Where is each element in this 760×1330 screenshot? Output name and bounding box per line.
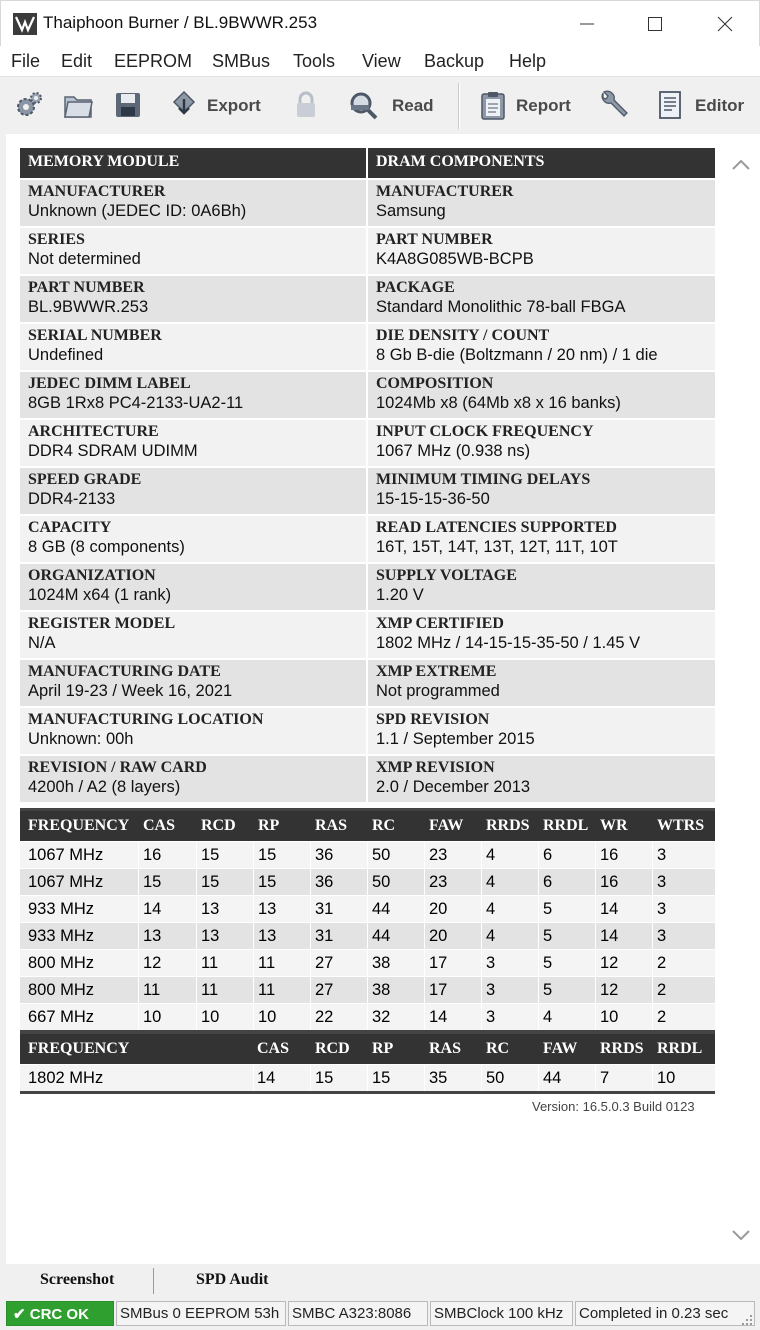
module-property-cell — [20, 372, 366, 418]
module-info-row — [20, 178, 715, 226]
column-header: RP — [258, 817, 280, 834]
table-cell: 2 — [657, 981, 667, 999]
table-cell: 32 — [372, 1008, 391, 1026]
resize-grip-icon[interactable] — [740, 1312, 754, 1326]
dram-property-cell — [368, 324, 715, 370]
table-cell: 44 — [372, 927, 391, 945]
property-label: JEDEC DIMM LABEL — [28, 375, 191, 392]
table-cell: 10 — [201, 1008, 220, 1026]
table-cell: 38 — [372, 954, 391, 972]
dram-property-cell — [368, 372, 715, 418]
property-label: MANUFACTURER — [376, 183, 514, 200]
property-value: 1.20 V — [376, 586, 424, 605]
dram-property-cell — [368, 756, 715, 802]
property-label: XMP EXTREME — [376, 663, 497, 680]
module-info-row — [20, 274, 715, 322]
column-header: RCD — [315, 1040, 350, 1057]
menu-edit[interactable]: Edit — [61, 51, 93, 71]
property-value: 1067 MHz (0.938 ns) — [376, 442, 531, 461]
minimize-button[interactable] — [563, 1, 611, 47]
dram-property-cell — [368, 564, 715, 610]
version-label: Version: 16.5.0.3 Build 0123 — [532, 1099, 695, 1114]
table-cell: 3 — [657, 846, 667, 864]
property-label: SUPPLY VOLTAGE — [376, 567, 517, 584]
property-value: 1024M x64 (1 rank) — [28, 586, 172, 605]
table-cell: 15 — [201, 846, 220, 864]
jedec-timings-table — [20, 808, 715, 1033]
report-button[interactable]: Report — [516, 96, 571, 115]
property-label: SPEED GRADE — [28, 471, 142, 488]
table-cell: 4 — [486, 900, 496, 918]
table-cell: 27 — [315, 981, 334, 999]
read-magnifier-icon[interactable] — [347, 89, 379, 121]
table-row — [20, 841, 715, 868]
table-cell: 3 — [657, 873, 667, 891]
table-cell: 15 — [258, 846, 277, 864]
module-info-row — [20, 514, 715, 562]
property-label: MINIMUM TIMING DELAYS — [376, 471, 591, 488]
xmp-timings-table — [20, 1031, 715, 1094]
module-info-row — [20, 322, 715, 370]
column-header: RRDS — [600, 1040, 644, 1057]
property-label: MANUFACTURER — [28, 183, 166, 200]
save-disk-icon[interactable] — [112, 89, 144, 121]
menu-smbus[interactable]: SMBus — [212, 51, 271, 71]
property-label: PACKAGE — [376, 279, 455, 296]
dram-property-cell — [368, 276, 715, 322]
property-value: 1024Mb x8 (64Mb x8 x 16 banks) — [376, 394, 621, 413]
property-label: INPUT CLOCK FREQUENCY — [376, 423, 594, 440]
scroll-up-arrow-icon[interactable] — [730, 152, 752, 178]
maximize-button[interactable] — [631, 1, 679, 47]
table-cell: 3 — [657, 900, 667, 918]
property-value: Standard Monolithic 78-ball FBGA — [376, 298, 626, 317]
table-cell: 36 — [315, 846, 334, 864]
property-value: April 19-23 / Week 16, 2021 — [28, 682, 233, 701]
table-cell: 13 — [258, 927, 277, 945]
export-button[interactable]: Export — [207, 96, 261, 115]
table-row — [20, 1064, 715, 1091]
property-label: SPD REVISION — [376, 711, 490, 728]
property-value: 8 GB (8 components) — [28, 538, 185, 557]
table-cell: 5 — [543, 954, 553, 972]
table-cell: 22 — [315, 1008, 334, 1026]
module-info-grid — [20, 148, 715, 802]
table-cell: 15 — [143, 873, 162, 891]
module-property-cell — [20, 420, 366, 466]
table-cell: 11 — [258, 981, 276, 999]
module-info-row — [20, 226, 715, 274]
property-label: READ LATENCIES SUPPORTED — [376, 519, 617, 536]
dram-property-cell — [368, 180, 715, 226]
module-info-row — [20, 562, 715, 610]
table-cell: 6 — [543, 846, 553, 864]
table-cell: 14 — [429, 1008, 448, 1026]
module-property-cell — [20, 756, 366, 802]
table-row — [20, 868, 715, 895]
property-label: XMP REVISION — [376, 759, 495, 776]
table-cell: 3 — [486, 1008, 496, 1026]
property-value: Samsung — [376, 202, 446, 221]
table-cell: 17 — [429, 981, 448, 999]
table-cell: 14 — [600, 927, 619, 945]
column-header: WTRS — [657, 817, 705, 834]
property-label: REGISTER MODEL — [28, 615, 176, 632]
dram-property-cell — [368, 708, 715, 754]
export-icon[interactable] — [168, 89, 200, 121]
table-cell: 4 — [486, 873, 496, 891]
jedec-timings-header — [20, 811, 715, 841]
table-row — [20, 976, 715, 1003]
module-property-cell — [20, 708, 366, 754]
table-cell: 11 — [201, 981, 219, 999]
memory-module-header: MEMORY MODULE — [20, 148, 366, 178]
property-value: Not determined — [28, 250, 141, 269]
module-property-cell — [20, 660, 366, 706]
property-label: DIE DENSITY / COUNT — [376, 327, 550, 344]
menu-backup[interactable]: Backup — [424, 51, 485, 71]
table-cell: 23 — [429, 873, 448, 891]
dram-property-cell — [368, 612, 715, 658]
column-header: RC — [486, 1040, 510, 1057]
table-cell: 10 — [600, 1008, 619, 1026]
column-header: RC — [372, 817, 396, 834]
table-cell: 38 — [372, 981, 391, 999]
bottom-tabs — [0, 1264, 760, 1298]
table-cell: 11 — [258, 954, 276, 972]
dram-property-cell — [368, 228, 715, 274]
column-header: FAW — [429, 817, 464, 834]
table-cell: 44 — [543, 1069, 562, 1087]
column-header: RP — [372, 1040, 394, 1057]
column-header: FREQUENCY — [28, 817, 130, 834]
property-value: DDR4 SDRAM UDIMM — [28, 442, 198, 461]
dram-property-cell — [368, 468, 715, 514]
column-header: RAS — [315, 817, 348, 834]
table-cell: 16 — [600, 846, 619, 864]
module-property-cell — [20, 324, 366, 370]
table-cell: 2 — [657, 954, 667, 972]
crc-status-badge — [6, 1301, 114, 1326]
menu-help[interactable]: Help — [509, 51, 547, 71]
table-cell: 13 — [143, 927, 162, 945]
spd-audit-tab[interactable]: SPD Audit — [196, 1271, 269, 1288]
toolbar-separator — [458, 83, 460, 129]
table-cell: 11 — [201, 954, 219, 972]
smbc-status: SMBC A323:8086 — [288, 1301, 428, 1326]
screenshot-tab[interactable]: Screenshot — [40, 1271, 115, 1288]
column-header: RAS — [429, 1040, 462, 1057]
column-header: RRDL — [657, 1040, 703, 1057]
table-cell: 5 — [543, 927, 553, 945]
table-cell: 31 — [315, 900, 334, 918]
dram-property-cell — [368, 660, 715, 706]
completed-status: Completed in 0.23 sec — [575, 1301, 755, 1326]
table-cell: 12 — [600, 981, 619, 999]
table-cell: 20 — [429, 927, 448, 945]
menu-tools[interactable]: Tools — [293, 51, 336, 71]
table-cell: 2 — [657, 1008, 667, 1026]
open-folder-icon[interactable] — [62, 89, 94, 121]
table-cell: 50 — [372, 846, 391, 864]
close-button[interactable] — [701, 1, 749, 47]
property-value: Unknown (JEDEC ID: 0A6Bh) — [28, 202, 247, 221]
table-cell: 3 — [657, 927, 667, 945]
table-cell: 17 — [429, 954, 448, 972]
table-cell: 3 — [486, 981, 496, 999]
column-header: RRDL — [543, 817, 589, 834]
property-label: MANUFACTURING LOCATION — [28, 711, 264, 728]
property-label: REVISION / RAW CARD — [28, 759, 207, 776]
module-info-row — [20, 370, 715, 418]
dram-property-cell — [368, 420, 715, 466]
scroll-down-arrow-icon[interactable] — [730, 1222, 752, 1248]
property-label: SERIES — [28, 231, 85, 248]
module-property-cell — [20, 180, 366, 226]
table-cell: 50 — [372, 873, 391, 891]
table-cell: 1067 MHz — [28, 873, 104, 891]
menu-file[interactable]: File — [11, 51, 41, 71]
property-value: 4200h / A2 (8 layers) — [28, 778, 181, 797]
column-header: FREQUENCY — [28, 1040, 130, 1057]
property-label: PART NUMBER — [28, 279, 145, 296]
property-value: 15-15-15-36-50 — [376, 490, 490, 509]
property-value: BL.9BWWR.253 — [28, 298, 149, 317]
window-title: Thaiphoon Burner / BL.9BWWR.253 — [43, 13, 318, 32]
table-cell: 13 — [201, 900, 220, 918]
column-header: FAW — [543, 1040, 578, 1057]
table-cell: 1802 MHz — [28, 1069, 104, 1087]
property-label: CAPACITY — [28, 519, 112, 536]
property-value: Undefined — [28, 346, 104, 365]
module-info-row — [20, 466, 715, 514]
app-logo-icon — [13, 13, 37, 35]
status-bar — [0, 1298, 760, 1330]
table-cell: 5 — [543, 900, 553, 918]
table-cell: 23 — [429, 846, 448, 864]
table-cell: 800 MHz — [28, 954, 95, 972]
table-cell: 667 MHz — [28, 1008, 95, 1026]
module-info-row — [20, 754, 715, 802]
property-value: 1802 MHz / 14-15-15-35-50 / 1.45 V — [376, 634, 641, 653]
table-cell: 12 — [143, 954, 162, 972]
module-property-cell — [20, 228, 366, 274]
table-cell: 15 — [201, 873, 220, 891]
table-cell: 7 — [600, 1069, 610, 1087]
title-bar — [0, 0, 760, 46]
table-cell: 15 — [372, 1069, 391, 1087]
check-icon: ✔ — [13, 1306, 26, 1323]
property-value: 8GB 1Rx8 PC4-2133-UA2-11 — [28, 394, 244, 413]
table-cell: 44 — [372, 900, 391, 918]
table-cell: 1067 MHz — [28, 846, 104, 864]
property-value: K4A8G085WB-BCPB — [376, 250, 534, 269]
property-label: XMP CERTIFIED — [376, 615, 504, 632]
column-header: RCD — [201, 817, 236, 834]
property-label: ARCHITECTURE — [28, 423, 159, 440]
settings-gears-icon[interactable] — [14, 89, 46, 121]
property-label: PART NUMBER — [376, 231, 493, 248]
table-cell: 31 — [315, 927, 334, 945]
property-value: 1.1 / September 2015 — [376, 730, 535, 749]
table-cell: 12 — [600, 954, 619, 972]
report-clipboard-icon[interactable] — [477, 89, 509, 121]
table-cell: 16 — [143, 846, 162, 864]
table-cell: 933 MHz — [28, 927, 95, 945]
table-cell: 6 — [543, 873, 553, 891]
table-cell: 13 — [258, 900, 277, 918]
table-cell: 15 — [315, 1069, 334, 1087]
menu-bar — [0, 46, 760, 76]
table-cell: 50 — [486, 1069, 505, 1087]
module-info-row — [20, 610, 715, 658]
table-cell: 14 — [257, 1069, 276, 1087]
property-label: MANUFACTURING DATE — [28, 663, 221, 680]
module-property-cell — [20, 564, 366, 610]
table-cell: 16 — [600, 873, 619, 891]
property-label: ORGANIZATION — [28, 567, 156, 584]
module-property-cell — [20, 612, 366, 658]
module-info-row — [20, 418, 715, 466]
table-cell: 15 — [258, 873, 277, 891]
table-cell: 10 — [143, 1008, 162, 1026]
table-cell: 11 — [143, 981, 161, 999]
table-cell: 36 — [315, 873, 334, 891]
property-value: N/A — [28, 634, 56, 653]
table-cell: 933 MHz — [28, 900, 95, 918]
menu-eeprom[interactable]: EEPROM — [114, 51, 193, 71]
editor-button[interactable]: Editor — [695, 96, 745, 115]
crc-status-text: CRC OK — [29, 1306, 89, 1323]
menu-view[interactable]: View — [362, 51, 401, 71]
toolbar — [0, 76, 760, 134]
property-value: Unknown: 00h — [28, 730, 134, 749]
property-value: 16T, 15T, 14T, 13T, 12T, 11T, 10T — [376, 538, 618, 557]
table-row — [20, 895, 715, 922]
module-info-row — [20, 706, 715, 754]
table-cell: 5 — [543, 981, 553, 999]
table-cell: 13 — [201, 927, 220, 945]
lock-icon[interactable] — [290, 89, 322, 121]
smbus-status: SMBus 0 EEPROM 53h — [116, 1301, 286, 1326]
table-row — [20, 922, 715, 949]
table-cell: 27 — [315, 954, 334, 972]
column-header: WR — [600, 817, 628, 834]
property-label: COMPOSITION — [376, 375, 494, 392]
table-cell: 10 — [657, 1069, 676, 1087]
property-value: 2.0 / December 2013 — [376, 778, 531, 797]
smbclock-status: SMBClock 100 kHz — [430, 1301, 573, 1326]
column-header: CAS — [257, 1040, 290, 1057]
tools-wrench-icon[interactable] — [597, 89, 629, 121]
dram-components-header: DRAM COMPONENTS — [368, 148, 715, 178]
column-header: CAS — [143, 817, 176, 834]
dram-property-cell — [368, 516, 715, 562]
table-cell: 4 — [543, 1008, 553, 1026]
read-button[interactable]: Read — [392, 96, 434, 115]
module-property-cell — [20, 468, 366, 514]
table-cell: 4 — [486, 846, 496, 864]
property-value: DDR4-2133 — [28, 490, 116, 509]
table-cell: 14 — [600, 900, 619, 918]
column-header: RRDS — [486, 817, 530, 834]
table-cell: 20 — [429, 900, 448, 918]
xmp-timings-header — [20, 1034, 715, 1064]
table-cell: 10 — [258, 1008, 277, 1026]
table-cell: 4 — [486, 927, 496, 945]
table-row — [20, 1003, 715, 1030]
property-label: SERIAL NUMBER — [28, 327, 162, 344]
module-info-row — [20, 658, 715, 706]
property-value: 8 Gb B-die (Boltzmann / 20 nm) / 1 die — [376, 346, 658, 365]
table-cell: 3 — [486, 954, 496, 972]
property-value: Not programmed — [376, 682, 500, 701]
table-cell: 35 — [429, 1069, 448, 1087]
editor-document-icon[interactable] — [654, 89, 686, 121]
module-property-cell — [20, 276, 366, 322]
table-cell: 800 MHz — [28, 981, 95, 999]
table-row — [20, 949, 715, 976]
table-cell: 14 — [143, 900, 162, 918]
module-property-cell — [20, 516, 366, 562]
tab-separator — [153, 1268, 154, 1294]
